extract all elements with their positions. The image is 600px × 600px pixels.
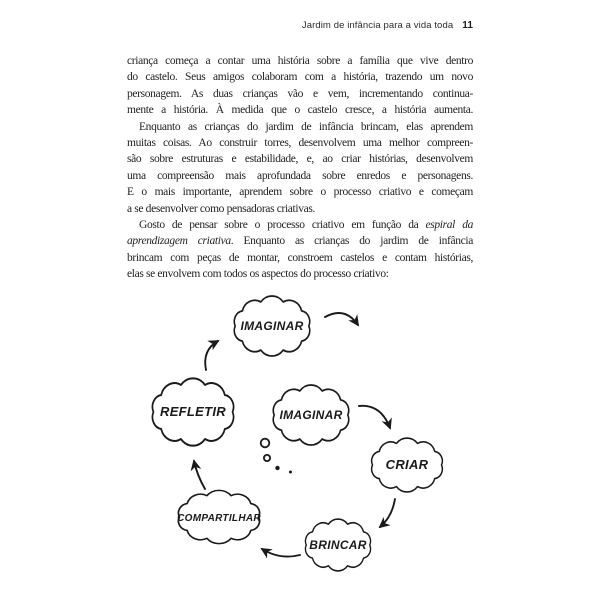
text-line: E o mais importante, aprendem sobre o processo criativo e começam — [127, 186, 473, 199]
text-line: do castelo. Seus amigos colaboram com a história, trazendo um novo — [127, 71, 473, 84]
body-text — [127, 53, 473, 283]
text-line: aprendizagem criativa. Enquanto as crianças do jardim de infância — [127, 235, 473, 248]
cloud-label-refletir: REFLETIR — [160, 404, 226, 419]
text-line: mente a história. À medida que o castelo cresce, a história aumenta. — [127, 104, 473, 117]
text-line: uma compreensão mais aprofundada sobre enredos e personagens. — [127, 169, 473, 182]
cloud-imaginar-mid — [273, 385, 348, 445]
arrow-brincar-to-compartilhar — [262, 549, 300, 557]
cloud-refletir — [152, 378, 233, 445]
text-line: muitas coisas. Ao construir torres, desenvolvem uma melhor compreen- — [127, 137, 473, 150]
arrow-imaginar-to-criar — [359, 406, 390, 428]
text-line: brincam com peças de montar, constroem castelos e contam histórias, — [127, 251, 473, 264]
cloud-compartilhar — [177, 490, 261, 543]
creative-spiral-diagram — [130, 280, 490, 600]
text-line: elas se envolvem com todos os aspectos do processo criativo: — [127, 268, 389, 281]
cloud-criar — [372, 438, 443, 492]
cloud-brincar — [305, 519, 370, 571]
text-line: criança começa a contar uma história sobre a família que vive dentro — [127, 55, 473, 67]
arrow-imaginar-top-out — [325, 313, 358, 325]
running-head — [127, 20, 473, 31]
cloud-label-brincar: BRINCAR — [309, 538, 367, 552]
arrow-compartilhar-to-refletir — [194, 461, 205, 489]
cloud-label-imaginar-top: IMAGINAR — [240, 319, 304, 333]
cloud-imaginar-top — [234, 296, 309, 356]
cloud-label-criar: CRIAR — [385, 457, 429, 472]
running-head-title: Jardim de infância para a vida toda — [301, 20, 454, 31]
text-line: são sobre estruturas e estabilidade, e, ao criar histórias, desenvolvem — [127, 153, 473, 166]
cloud-label-compartilhar: COMPARTILHAR — [177, 513, 261, 524]
text-line: Enquanto as crianças do jardim de infância brincam, elas aprendem — [139, 120, 473, 133]
text-line: personagem. As duas crianças vão e vem, incrementando continua- — [127, 87, 473, 100]
cloud-label-imaginar-mid: IMAGINAR — [279, 408, 343, 422]
arrow-refletir-to-imaginar — [205, 341, 218, 370]
arrow-criar-to-brincar — [380, 499, 395, 527]
page-number: 11 — [462, 20, 473, 31]
text-line: Gosto de pensar sobre o processo criativo em função da espiral da — [139, 219, 473, 232]
thought-dots — [261, 439, 292, 474]
text-line: a se desenvolver como pensadoras criativas. — [127, 202, 316, 215]
